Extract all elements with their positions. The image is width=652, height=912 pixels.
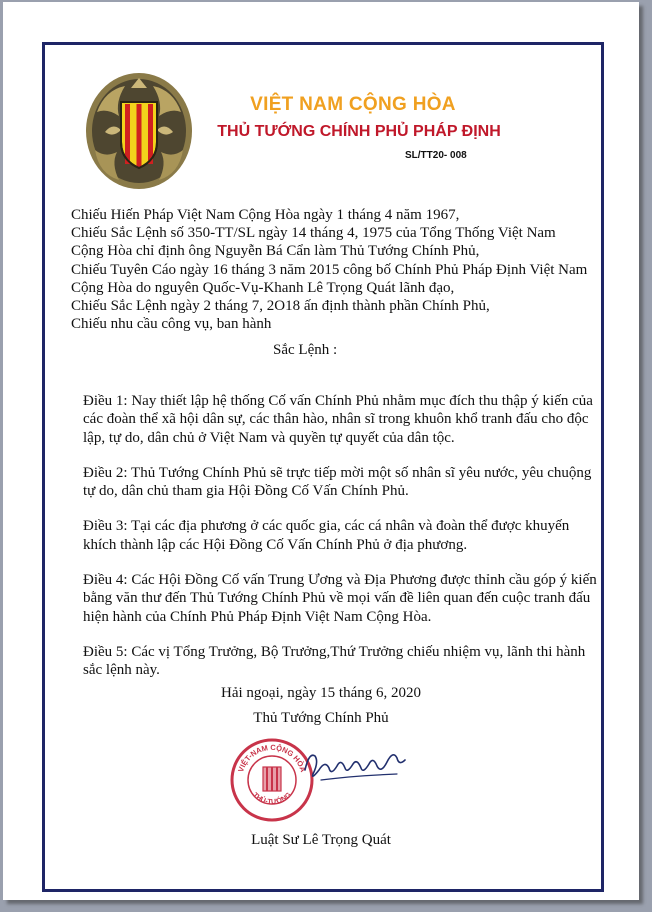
preamble-line: Chiếu Sắc Lệnh ngày 2 tháng 7, 2O18 ấn định thành phần Chính Phủ, [71, 298, 490, 315]
preamble-line: Cộng Hòa do nguyên Quốc-Vụ-Khanh Lê Trọng Quát lãnh đạo, [71, 279, 455, 296]
preamble-line: Chiếu nhu cầu công vụ, ban hành [71, 316, 272, 333]
preamble-line: Chiếu Sắc Lệnh số 350-TT/SL ngày 14 tháng 4, 1975 của Tổng Thống Việt Nam [71, 225, 556, 242]
preamble-line: Chiếu Tuyên Cáo ngày 16 tháng 3 năm 2015 công bố Chính Phủ Pháp Định Việt Nam [71, 261, 588, 278]
dragon-emblem-icon [85, 72, 193, 190]
signature-icon [301, 740, 409, 788]
article-line: lập, tự do, dân chủ ở Việt Nam và quyền tự quyết của dân tộc. [83, 429, 455, 446]
country-heading: VIỆT NAM CỘNG HÒA [250, 94, 456, 115]
article-line: Điều 3: Tại các địa phương ở các quốc gia, các cá nhân và đoàn thể được khuyến [83, 518, 570, 535]
article-1 [83, 392, 593, 447]
article-line: hiện hành của Chính Phủ Pháp Định Việt Nam Cộng Hòa. [83, 608, 432, 625]
svg-text:THỦ-TƯỚNG: THỦ-TƯỚNG [251, 791, 293, 807]
preamble-line: Cộng Hòa chỉ định ông Nguyễn Bá Cẩn làm Thủ Tướng Chính Phủ, [71, 243, 480, 260]
signer-name: Luật Sư Lê Trọng Quát [251, 832, 391, 848]
decree-title: Sắc Lệnh : [273, 342, 338, 358]
reference-number: SL/TT20- 008 [405, 150, 467, 161]
article-4 [83, 571, 597, 626]
document-page [3, 2, 639, 900]
svg-text:VIỆT-NAM CỘNG HÒA: VIỆT-NAM CỘNG HÒA [236, 742, 308, 774]
article-line: các đoàn thể xã hội dân sự, các thân hào, nhân sĩ trong khuôn khổ tranh đấu cho độc [83, 411, 589, 428]
article-line: khích thành lập các Hội Đồng Cố Vấn Chính Phủ ở địa phương. [83, 536, 468, 553]
signatory-title: Thủ Tướng Chính Phủ [253, 710, 389, 726]
article-line: Điều 1: Nay thiết lập hệ thống Cố vấn Chính Phủ nhằm mục đích thu thập ý kiến của [83, 393, 593, 409]
article-line: Điều 2: Thủ Tướng Chính Phủ sẽ trực tiếp mời một số nhân sĩ yêu nước, yêu chuộng [83, 464, 592, 481]
article-line: bằng văn thư đến Thủ Tướng Chính Phủ về mọi vấn đề liên quan đến cuộc tranh đấu [83, 590, 591, 607]
office-heading: THỦ TƯỚNG CHÍNH PHỦ PHÁP ĐỊNH [217, 123, 501, 140]
preamble [71, 206, 611, 333]
article-3 [83, 517, 593, 554]
article-line: Điều 5: Các vị Tổng Trưởng, Bộ Trưởng,Thứ Trưởng chiếu nhiệm vụ, lãnh thi hành [83, 643, 586, 660]
article-line: Điều 4: Các Hội Đồng Cố vấn Trung Ương và Địa Phương được thỉnh cầu góp ý kiến [83, 572, 597, 589]
article-2 [83, 464, 593, 501]
preamble-line: Chiếu Hiến Pháp Việt Nam Cộng Hòa ngày 1 tháng 4 năm 1967, [71, 207, 460, 223]
article-line: tự do, dân chủ tham gia Hội Đồng Cố Vấn Chính Phủ. [83, 483, 409, 500]
articles [83, 392, 597, 697]
place-date: Hải ngoại, ngày 15 tháng 6, 2020 [221, 685, 421, 701]
article-line: sắc lệnh này. [83, 662, 160, 679]
article-5 [83, 643, 593, 680]
